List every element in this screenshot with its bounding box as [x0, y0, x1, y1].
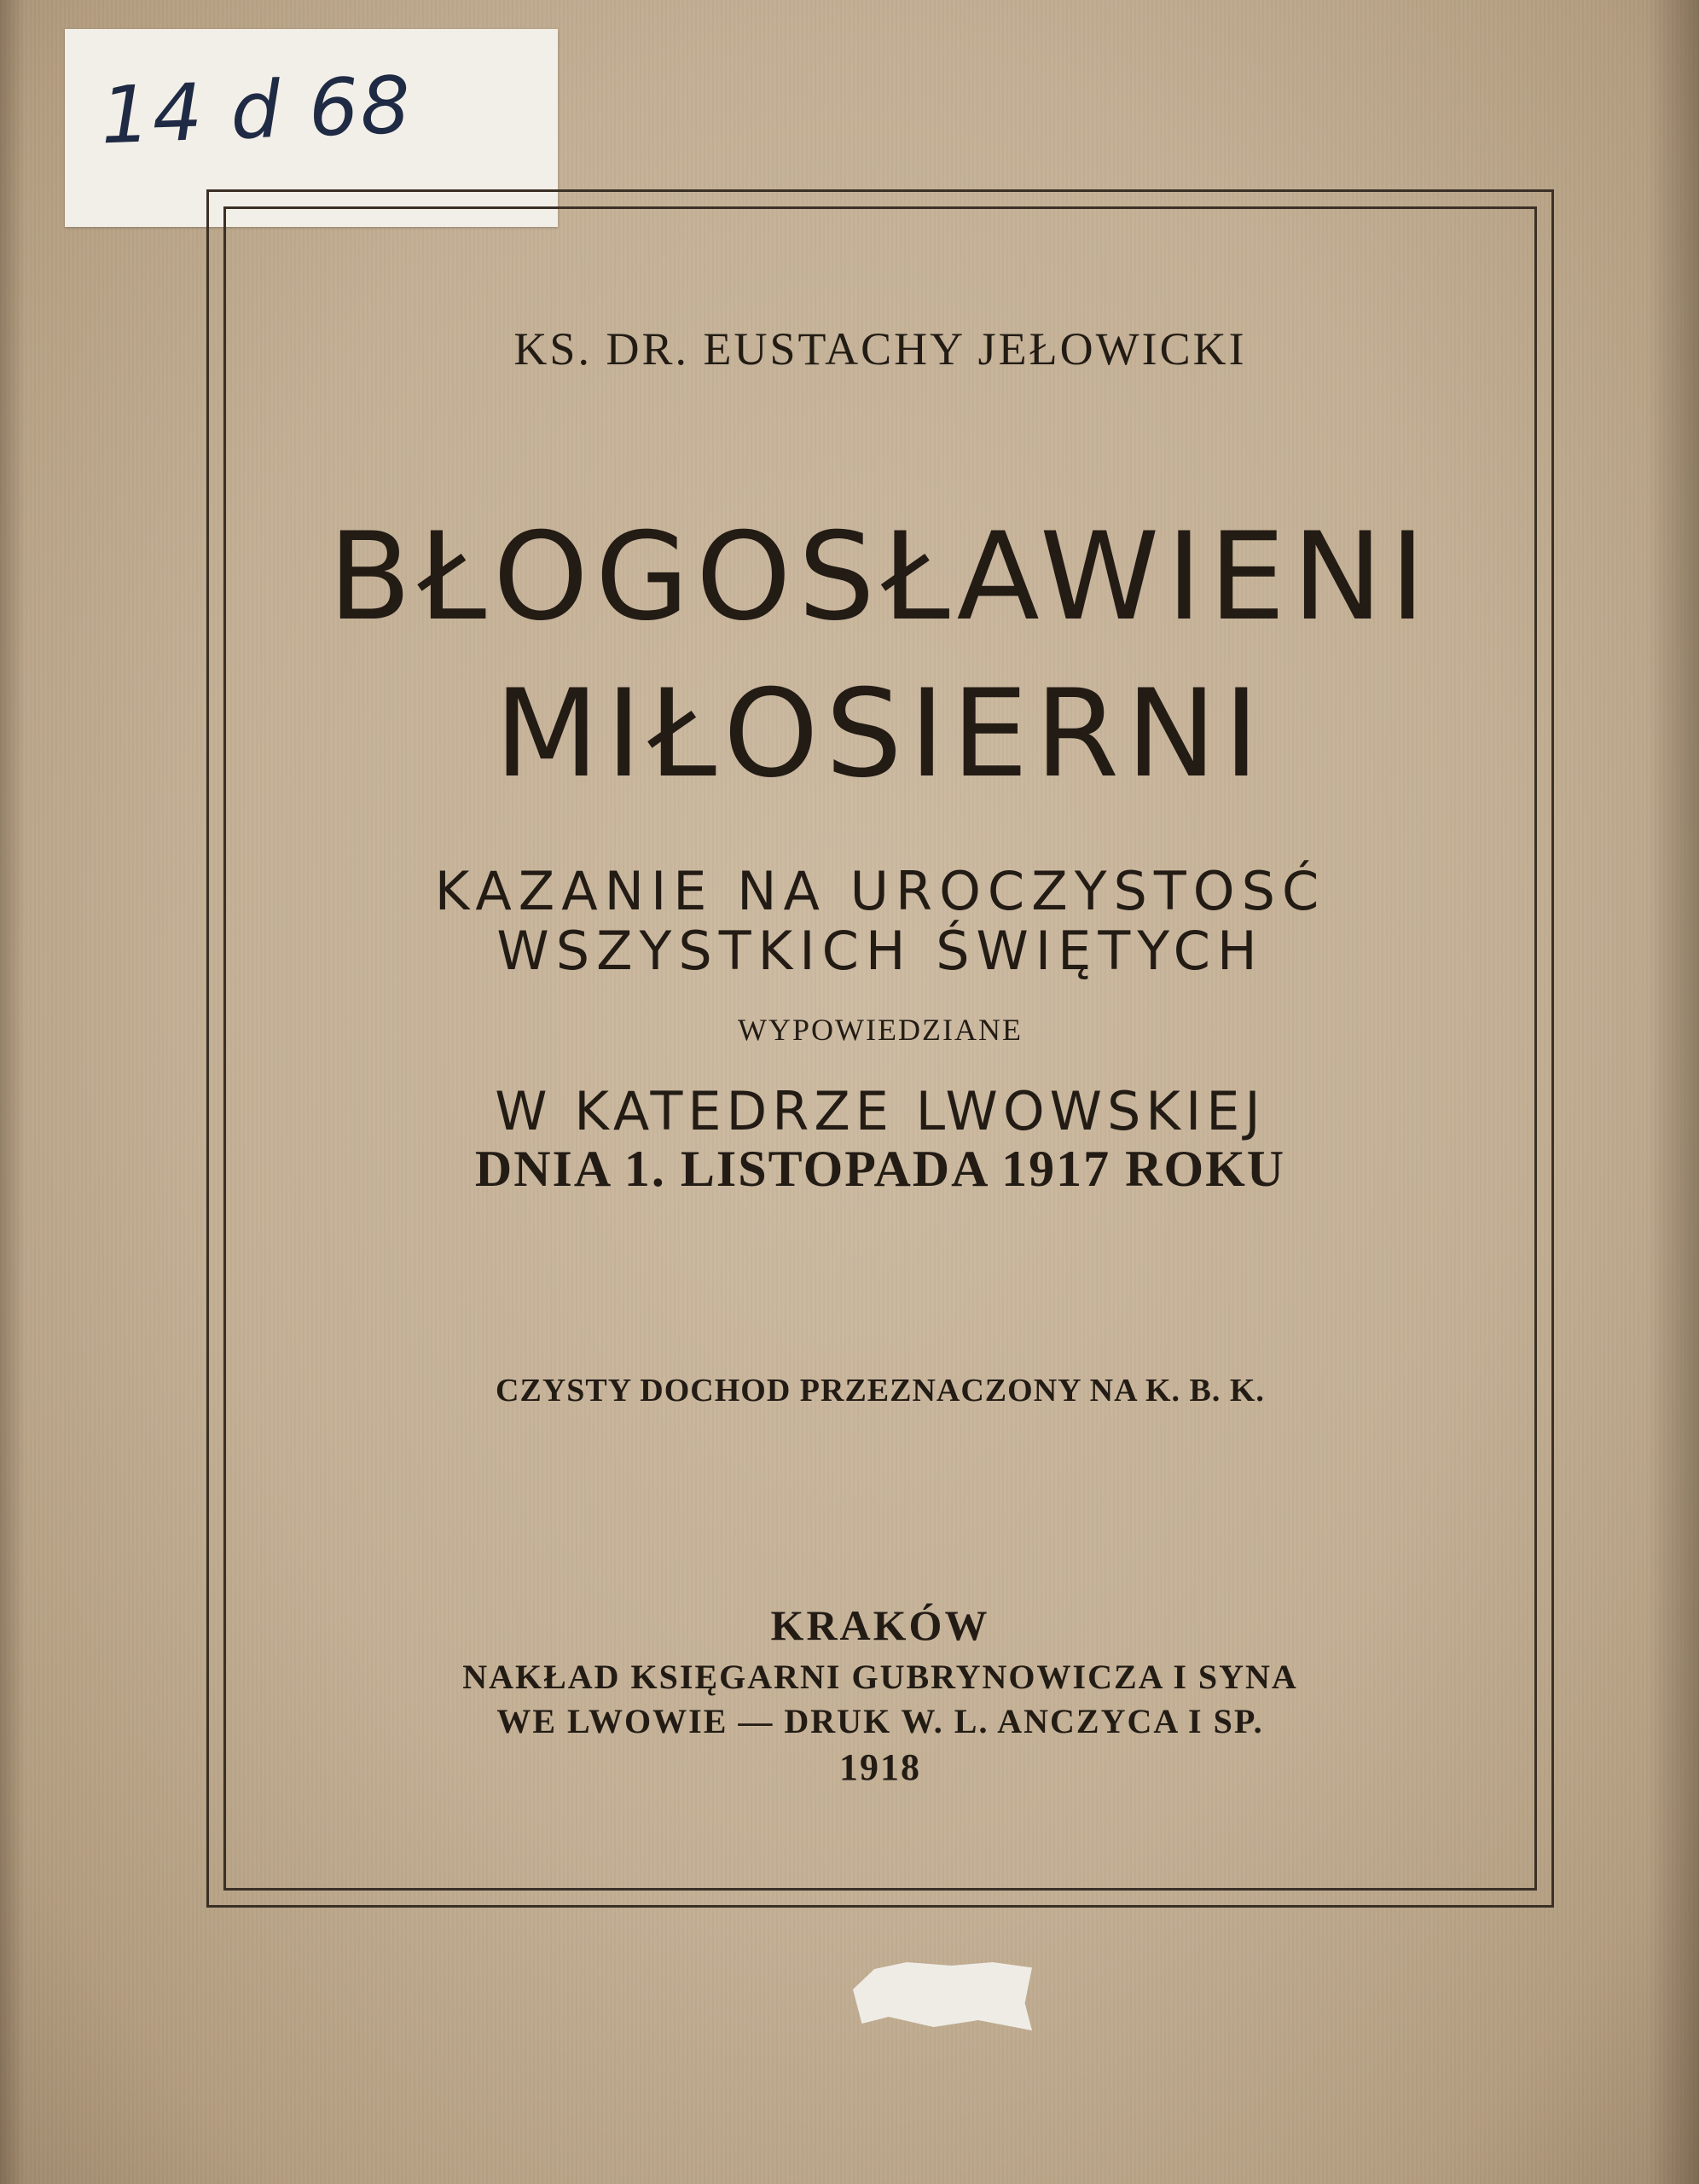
- imprint-publisher-line-1: NAKŁAD KSIĘGARNI GUBRYNOWICZA I SYNA: [462, 1658, 1298, 1696]
- torn-paper-patch: [853, 1962, 1032, 2030]
- subtitle-line-1: KAZANIE NA UROCZYSTOSĆ: [434, 860, 1326, 922]
- spoken-note: WYPOWIEDZIANE: [738, 1013, 1023, 1047]
- imprint-year: 1918: [839, 1746, 921, 1788]
- proceeds-note: CZYSTY DOCHOD PRZEZNACZONY NA K. B. K.: [496, 1373, 1265, 1409]
- title-line-2: MIŁOSIERNI: [494, 664, 1267, 804]
- place-line-1: W KATEDRZE LWOWSKIEJ: [495, 1080, 1266, 1142]
- imprint-publisher-line-2: WE LWOWIE — DRUK W. L. ANCZYCA I SP.: [496, 1702, 1264, 1740]
- author: KS. DR. EUSTACHY JEŁOWICKI: [513, 323, 1247, 375]
- cover-right-edge: [1648, 0, 1699, 2184]
- imprint-city: KRAKÓW: [770, 1601, 990, 1649]
- place-line-2: DNIA 1. LISTOPADA 1917 ROKU: [474, 1141, 1286, 1197]
- title-line-1: BŁOGOSŁAWIENI: [328, 507, 1433, 648]
- subtitle-line-2: WSZYSTKICH ŚWIĘTYCH: [496, 920, 1264, 982]
- cover-left-edge: [0, 0, 26, 2184]
- shelf-mark: 14 d 68: [99, 59, 414, 162]
